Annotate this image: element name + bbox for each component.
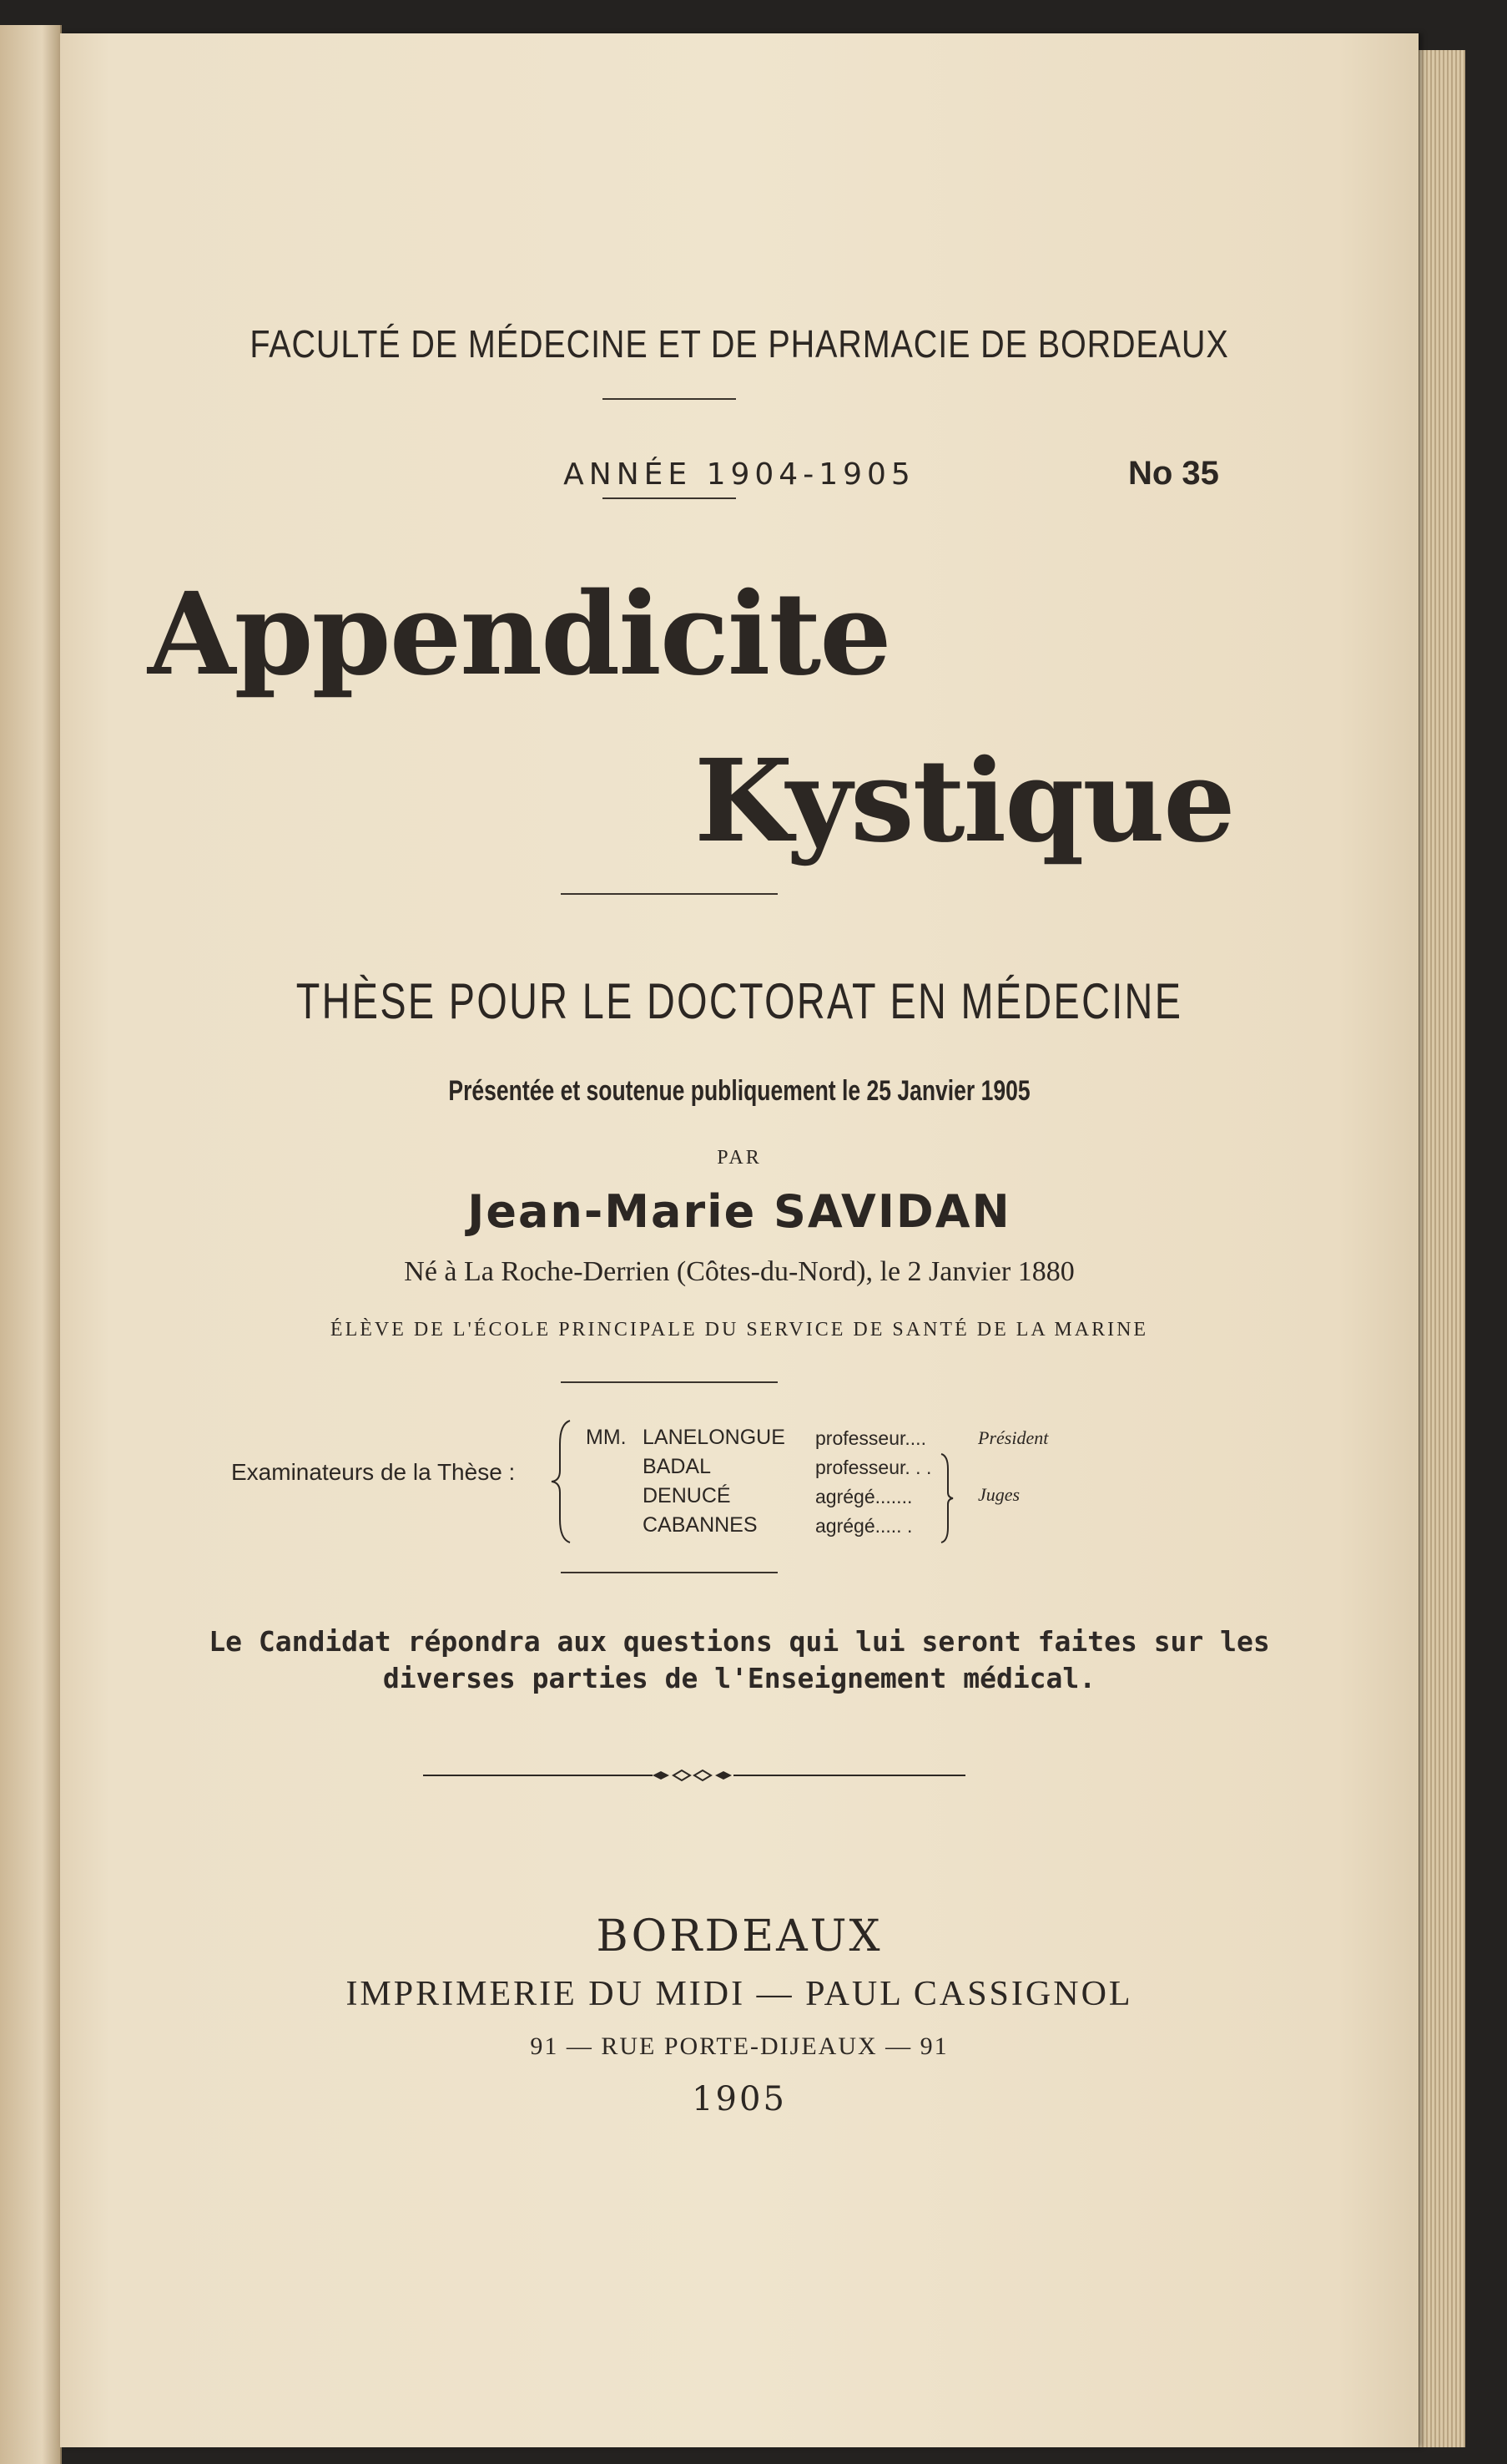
imprint-city: BORDEAUX bbox=[596, 1911, 883, 1962]
examiner-role: agrégé..... . bbox=[815, 1515, 913, 1537]
divider bbox=[561, 893, 778, 895]
examiner-name: BADAL bbox=[643, 1455, 711, 1478]
academic-year: ANNÉE 1904-1905 bbox=[563, 457, 915, 492]
examiner-name: CABANNES bbox=[643, 1513, 758, 1537]
title-line-1: Appendicite bbox=[148, 568, 890, 701]
imprint-printer: IMPRIMERIE DU MIDI — PAUL CASSIGNOL bbox=[345, 1975, 1133, 2013]
presentation-date: Présentée et soutenue publiquement le 25 Janvier 1905 bbox=[448, 1075, 1031, 1107]
divider bbox=[561, 1572, 778, 1573]
title-line-2: Kystique bbox=[694, 735, 1234, 868]
thesis-type: THÈSE POUR LE DOCTORAT EN MÉDECINE bbox=[295, 973, 1183, 1029]
examiner-name: LANELONGUE bbox=[643, 1426, 785, 1449]
president-label: Président bbox=[978, 1427, 1049, 1448]
imprint-address: 91 — RUE PORTE-DIJEAUX — 91 bbox=[530, 2032, 949, 2060]
faculty-heading: FACULTÉ DE MÉDECINE ET DE PHARMACIE DE BORDEAUX bbox=[249, 322, 1229, 366]
ornament-divider bbox=[423, 1765, 965, 1785]
title-page bbox=[60, 33, 1419, 2447]
par-label: PAR bbox=[717, 1147, 762, 1169]
page-stack-edge bbox=[1419, 50, 1465, 2447]
imprint-year: 1905 bbox=[692, 2080, 787, 2118]
author-school: ÉLÈVE DE L'ÉCOLE PRINCIPALE DU SERVICE DE SANTÉ DE LA MARINE bbox=[330, 1319, 1149, 1341]
thesis-number: No 35 bbox=[1128, 455, 1219, 492]
divider bbox=[602, 398, 736, 400]
juges-label: Juges bbox=[978, 1484, 1021, 1505]
author-birth: Né à La Roche-Derrien (Côtes-du-Nord), le 2 Janvier 1880 bbox=[404, 1256, 1075, 1287]
examiner-role: professeur. . . bbox=[815, 1457, 932, 1478]
divider bbox=[602, 497, 736, 499]
divider bbox=[561, 1381, 778, 1383]
candidate-notice: Le Candidat répondra aux questions qui lui seront faites sur les diverses parties de l'Enseignement médical. bbox=[209, 1625, 1270, 1694]
left-brace bbox=[548, 1419, 577, 1544]
examiners-label: Examinateurs de la Thèse : bbox=[231, 1459, 516, 1485]
examiner-name: DENUCÉ bbox=[643, 1484, 731, 1507]
author-name: Jean-Marie SAVIDAN bbox=[467, 1185, 1011, 1238]
examiner-role: professeur.... bbox=[815, 1427, 926, 1449]
right-brace bbox=[938, 1452, 955, 1544]
left-page-edge bbox=[0, 25, 62, 2464]
examiner-role: agrégé....... bbox=[815, 1486, 913, 1507]
examiners-prefix: MM. bbox=[586, 1426, 627, 1449]
